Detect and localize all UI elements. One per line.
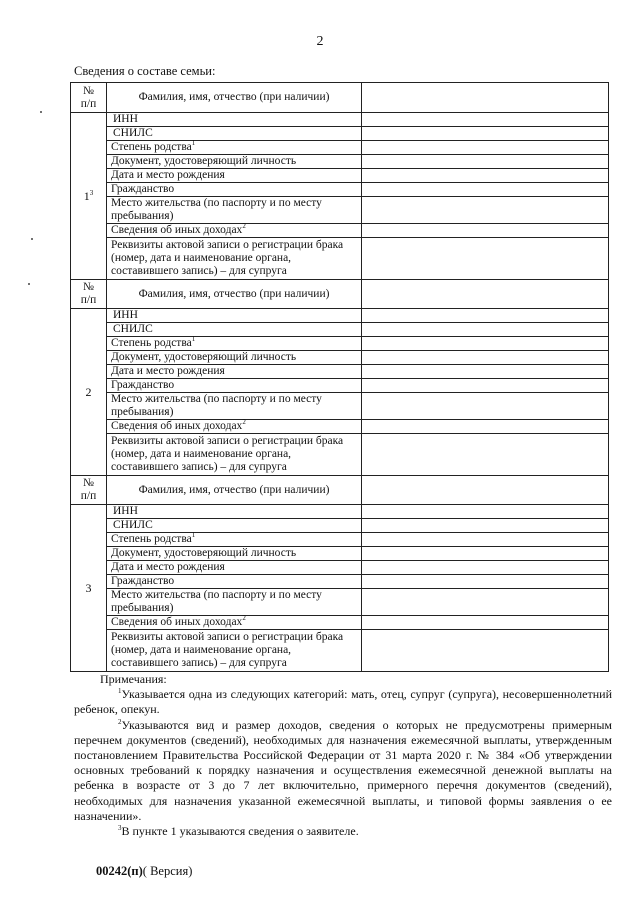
field-label-text: Гражданство <box>111 575 175 587</box>
field-value-cell <box>362 379 609 393</box>
member-number: 1 <box>83 188 90 203</box>
field-label-inn <box>107 113 362 127</box>
field-label-text: Реквизиты актовой записи о регистрации брака (номер, дата и наименование органа, составившего запись) – для супруга <box>111 239 344 277</box>
field-label-kinship <box>107 533 362 547</box>
number-header-abbr: п/п <box>80 490 97 502</box>
field-label-birth <box>107 561 362 575</box>
field-label-citizenship <box>107 183 362 197</box>
field-label-citizenship <box>107 379 362 393</box>
note-1 <box>74 687 612 717</box>
field-footnote-mark: 1 <box>191 139 196 147</box>
page-number: 2 <box>316 34 324 49</box>
field-label-id-document <box>107 351 362 365</box>
field-footnote-mark: 2 <box>242 614 246 622</box>
member-field-row <box>71 141 609 155</box>
field-value-cell <box>362 351 609 365</box>
field-label-text: ИНН <box>113 309 138 321</box>
field-label-residence <box>107 197 362 224</box>
field-label-kinship <box>107 337 362 351</box>
field-label-marriage-record <box>107 630 362 672</box>
member-field-row <box>71 630 609 672</box>
field-label-marriage-record <box>107 238 362 280</box>
field-value-cell <box>362 113 609 127</box>
member-field-row <box>71 365 609 379</box>
notes-title: Примечания: <box>100 672 167 686</box>
field-value-cell <box>362 630 609 672</box>
field-value-cell <box>362 155 609 169</box>
field-label-text: Дата и место рождения <box>111 365 225 377</box>
member-field-row <box>71 505 609 519</box>
member-field-row <box>71 420 609 434</box>
scan-dot <box>28 283 30 285</box>
note-3 <box>74 824 612 839</box>
field-value-cell <box>362 434 609 476</box>
note-3-mark: 3 <box>118 824 122 833</box>
full-name-value-cell <box>362 83 609 113</box>
field-label-text: Дата и место рождения <box>111 169 225 181</box>
field-label-text: СНИЛС <box>113 323 153 335</box>
field-label-citizenship <box>107 575 362 589</box>
field-label-id-document <box>107 155 362 169</box>
field-label-text: Место жительства (по паспорту и по месту пребывания) <box>111 393 322 418</box>
member-number-note: 3 <box>89 188 94 197</box>
member-field-row <box>71 224 609 238</box>
full-name-label: Фамилия, имя, отчество (при наличии) <box>107 476 362 505</box>
member-field-row <box>71 169 609 183</box>
member-number-cell <box>71 309 107 476</box>
number-column-header <box>71 83 107 113</box>
member-number: 2 <box>85 384 92 399</box>
member-header-row <box>71 280 609 309</box>
note-2-text: Указываются вид и размер доходов, сведения о которых не предусмотрены примерным перечнем документов (сведений), необходимых для назначения ежемесячной выплаты, утвержденным постановлением Правительства Российской Федерации от 31 марта 2020 г. № 384 «Об утверждении основных требований к порядку назначения и осуществления ежемесячной денежной выплаты на ребенка в возрасте от 3 до 7 лет включительно, примерного перечня документов (сведений), необходимых для назначения указанной ежемесячной выплаты, и типовой формы заявления о ее назначении». <box>74 717 612 823</box>
field-label-snils <box>107 519 362 533</box>
member-field-row <box>71 323 609 337</box>
full-name-value-cell <box>362 476 609 505</box>
field-label-text: Степень родства <box>111 337 192 349</box>
number-header-abbr: п/п <box>80 294 97 306</box>
note-1-text: Указывается одна из следующих категорий: мать, отец, супруг (супруга), несовершеннолетний ребенок, опекун. <box>74 687 612 717</box>
field-value-cell <box>362 519 609 533</box>
field-label-text: Степень родства <box>111 533 192 545</box>
field-label-text: Реквизиты актовой записи о регистрации брака (номер, дата и наименование органа, составившего запись) – для супруга <box>111 435 344 473</box>
field-label-text: Гражданство <box>111 183 175 195</box>
full-name-label: Фамилия, имя, отчество (при наличии) <box>107 83 362 113</box>
field-label-text: Гражданство <box>111 379 175 391</box>
field-value-cell <box>362 365 609 379</box>
field-value-cell <box>362 589 609 616</box>
member-field-row <box>71 351 609 365</box>
member-number-cell <box>71 113 107 280</box>
number-header-abbr: п/п <box>80 97 97 110</box>
field-label-text: Сведения об иных доходах <box>111 224 243 236</box>
field-value-cell <box>362 616 609 630</box>
member-field-row <box>71 238 609 280</box>
note-1-mark: 1 <box>118 687 122 696</box>
field-value-cell <box>362 141 609 155</box>
field-label-text: Место жительства (по паспорту и по месту пребывания) <box>111 197 322 222</box>
document-version: ( Версия) <box>142 864 193 878</box>
scan-dot <box>31 238 33 240</box>
member-field-row <box>71 309 609 323</box>
field-label-text: Сведения об иных доходах <box>111 616 243 628</box>
note-3-text: В пункте 1 указываются сведения о заявителе. <box>121 824 359 839</box>
field-value-cell <box>362 238 609 280</box>
member-field-row <box>71 393 609 420</box>
member-field-row <box>71 561 609 575</box>
field-label-birth <box>107 169 362 183</box>
member-field-row <box>71 575 609 589</box>
field-label-other-income <box>107 420 362 434</box>
field-value-cell <box>362 561 609 575</box>
number-column-header <box>71 476 107 505</box>
field-label-text: Документ, удостоверяющий личность <box>111 155 297 167</box>
field-value-cell <box>362 197 609 224</box>
field-label-text: Документ, удостоверяющий личность <box>111 351 297 363</box>
member-field-row <box>71 197 609 224</box>
member-field-row <box>71 127 609 141</box>
member-field-row <box>71 337 609 351</box>
member-field-row <box>71 434 609 476</box>
member-field-row <box>71 616 609 630</box>
document-code <box>96 864 192 879</box>
field-label-snils <box>107 127 362 141</box>
member-header-row <box>71 83 609 113</box>
field-value-cell <box>362 505 609 519</box>
field-label-inn <box>107 505 362 519</box>
number-header-symbol: № <box>83 477 94 489</box>
member-header-row <box>71 476 609 505</box>
field-value-cell <box>362 533 609 547</box>
member-field-row <box>71 533 609 547</box>
number-header-symbol: № <box>83 84 94 97</box>
number-header-symbol: № <box>83 281 94 293</box>
field-label-snils <box>107 323 362 337</box>
field-value-cell <box>362 169 609 183</box>
field-footnote-mark: 1 <box>191 531 196 539</box>
family-composition-table <box>70 82 609 672</box>
member-field-row <box>71 589 609 616</box>
field-value-cell <box>362 309 609 323</box>
field-value-cell <box>362 393 609 420</box>
field-value-cell <box>362 127 609 141</box>
field-label-text: Место жительства (по паспорту и по месту пребывания) <box>111 589 322 614</box>
note-2-mark: 2 <box>118 717 122 726</box>
scan-dot <box>40 111 42 113</box>
field-label-text: Дата и место рождения <box>111 561 225 573</box>
member-field-row <box>71 183 609 197</box>
member-field-row <box>71 519 609 533</box>
field-footnote-mark: 2 <box>242 222 246 230</box>
field-label-text: ИНН <box>113 113 138 125</box>
field-label-text: Степень родства <box>111 141 192 153</box>
field-label-text: СНИЛС <box>113 127 153 139</box>
field-value-cell <box>362 337 609 351</box>
field-value-cell <box>362 183 609 197</box>
field-label-other-income <box>107 616 362 630</box>
field-label-text: Реквизиты актовой записи о регистрации брака (номер, дата и наименование органа, составившего запись) – для супруга <box>111 631 344 669</box>
notes-section <box>74 672 612 839</box>
member-field-row <box>71 547 609 561</box>
member-number: 3 <box>85 580 92 595</box>
field-label-text: Документ, удостоверяющий личность <box>111 547 297 559</box>
number-column-header <box>71 280 107 309</box>
full-name-label: Фамилия, имя, отчество (при наличии) <box>107 280 362 309</box>
member-field-row <box>71 155 609 169</box>
field-label-text: СНИЛС <box>113 519 153 531</box>
member-field-row <box>71 113 609 127</box>
full-name-value-cell <box>362 280 609 309</box>
field-label-residence <box>107 393 362 420</box>
field-label-marriage-record <box>107 434 362 476</box>
member-number-cell <box>71 505 107 672</box>
field-footnote-mark: 1 <box>191 335 196 343</box>
field-value-cell <box>362 420 609 434</box>
field-value-cell <box>362 224 609 238</box>
field-label-inn <box>107 309 362 323</box>
field-label-text: ИНН <box>113 505 138 517</box>
document-code-value: 00242(п) <box>96 864 143 878</box>
section-title: Сведения о составе семьи: <box>74 64 216 78</box>
field-label-birth <box>107 365 362 379</box>
field-label-kinship <box>107 141 362 155</box>
field-value-cell <box>362 323 609 337</box>
field-footnote-mark: 2 <box>242 418 246 426</box>
member-field-row <box>71 379 609 393</box>
field-label-residence <box>107 589 362 616</box>
note-2 <box>74 718 612 824</box>
field-label-other-income <box>107 224 362 238</box>
field-value-cell <box>362 547 609 561</box>
field-value-cell <box>362 575 609 589</box>
field-label-text: Сведения об иных доходах <box>111 420 243 432</box>
field-label-id-document <box>107 547 362 561</box>
